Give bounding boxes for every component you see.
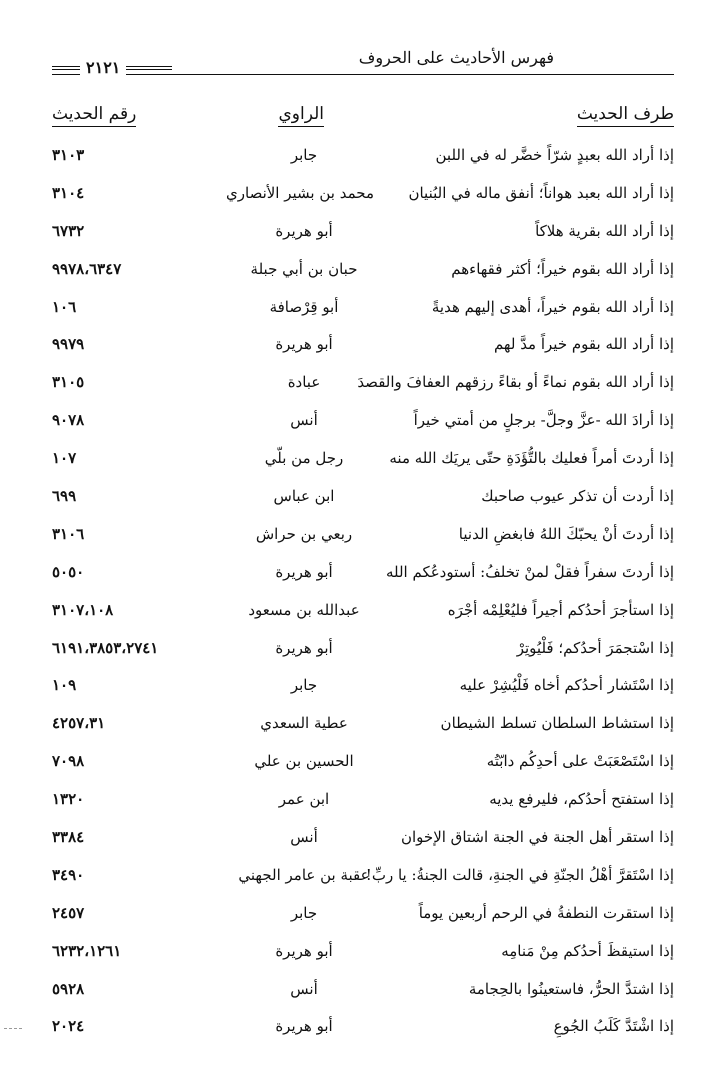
narrator-name: أبو هريرة	[275, 562, 333, 581]
hadith-text: إذا أراد الله بقوم خيراً مدَّ لهم	[493, 335, 674, 354]
hadith-text: إذا استيقظَ أحدُكم مِنْ مَنامِه	[501, 941, 674, 960]
hadith-text: إذا أراد الله بعبدٍ شرّاً خضَّر له في اللبن	[435, 146, 674, 164]
narrator-name: ربعي بن حراش	[255, 524, 353, 543]
hadith-text: إذا أراد الله بقوم خيراً؛ أكثر فقهاءهم	[451, 259, 674, 278]
narrator-name: ابن عباس	[273, 487, 335, 506]
hadith-number: ٦٩٩	[52, 487, 77, 506]
narrator-name: محمد بن بشير الأنصاري	[226, 183, 374, 202]
table-row	[52, 860, 674, 898]
table-row	[52, 974, 674, 1012]
hadith-text: إذا اشتدَّ الحرُّ، فاستعينُوا بالحِجامة	[468, 979, 674, 998]
index-table	[52, 140, 674, 1049]
table-row	[52, 481, 674, 519]
table-row	[52, 595, 674, 633]
hadith-number: ٥٠٥٠	[52, 562, 85, 581]
narrator-name: ابن عمر	[278, 790, 330, 809]
hadith-number: ٢٠٢٤	[52, 1017, 85, 1036]
hadith-number: ٢٤٥٧	[52, 903, 85, 922]
hadith-text: إذا استشاط السلطان تسلط الشيطان	[440, 714, 674, 733]
hadith-text: إذا اشْتَدَّ كَلَبُ الجُوعِ	[553, 1017, 674, 1036]
header-rule	[52, 74, 674, 75]
narrator-name: حبان بن أبي جبلة	[250, 259, 358, 278]
column-header-narrator: الراوي	[278, 104, 324, 127]
narrator-name: أبو هريرة	[275, 335, 333, 354]
narrator-name: أبو قِرْصافة	[269, 297, 339, 316]
narrator-name: جابر	[290, 146, 318, 164]
hadith-number: ٩٩٧٩	[52, 335, 85, 354]
hadith-number: ٤٢٥٧،٣١	[52, 714, 106, 733]
hadith-number: ١٠٦	[52, 297, 77, 316]
hadith-number: ٩٩٧٨،٦٣٤٧	[52, 259, 122, 278]
page-number: ٢١٢١	[80, 58, 126, 77]
hadith-text: إذا أردتَ أمراً فعليك بالتُّؤَدَةِ حتّى يريَك الله منه	[389, 449, 674, 468]
table-row	[52, 178, 674, 216]
narrator-name: رجل من بلّي	[264, 449, 344, 468]
hadith-number: ٣١٠٧،١٠٨	[52, 600, 114, 619]
table-row	[52, 557, 674, 595]
hadith-text: إذا استقرت النطفةُ في الرحم أربعين يوماً	[418, 903, 674, 922]
table-row	[52, 898, 674, 936]
hadith-number: ٣٣٨٤	[52, 828, 85, 847]
column-header-hadith: طرف الحديث	[577, 104, 674, 127]
narrator-name: أبو هريرة	[275, 638, 333, 657]
hadith-text: إذا أراد الله بعبد هواناً؛ أنفق ماله في البُنيان	[408, 183, 674, 202]
table-row	[52, 670, 674, 708]
table-row	[52, 443, 674, 481]
table-row	[52, 708, 674, 746]
hadith-text: إذا أراد الله بقوم نماءً أو بقاءً رزقهم العفافَ والقصدَ	[357, 373, 674, 392]
table-row	[52, 254, 674, 292]
narrator-name: أنس	[290, 979, 318, 998]
narrator-name: جابر	[290, 903, 318, 922]
hadith-number: ٣١٠٦	[52, 524, 85, 543]
hadith-text: إذا أراد الله بقرية هلاكاً	[535, 221, 674, 240]
narrator-name: أنس	[290, 411, 318, 430]
table-row	[52, 367, 674, 405]
table-row	[52, 329, 674, 367]
narrator-name: الحسين بن علي	[254, 752, 354, 771]
table-row	[52, 405, 674, 443]
running-title: فهرس الأحاديث على الحروف	[358, 48, 554, 67]
table-row	[52, 936, 674, 974]
hadith-text: إذا اسْتَصْعَبَتْ على أحدِكُم دابّتُه	[486, 752, 674, 771]
hadith-number: ٧٠٩٨	[52, 752, 85, 771]
narrator-name: أبو هريرة	[275, 221, 333, 240]
table-row	[52, 633, 674, 671]
table-row	[52, 292, 674, 330]
hadith-number: ١٠٧	[52, 449, 77, 468]
narrator-name: عطية السعدي	[260, 714, 348, 733]
table-row	[52, 784, 674, 822]
narrator-name: عبادة	[287, 373, 321, 392]
hadith-text: إذا استقر أهل الجنة في الجنة اشتاق الإخوان	[400, 828, 674, 847]
hadith-number: ١٣٢٠	[52, 790, 85, 809]
hadith-number: ٩٠٧٨	[52, 411, 85, 430]
hadith-text: إذا اسْتجمَرَ أحدُكم؛ فَلْيُوتِرْ	[516, 638, 674, 657]
hadith-number: ٦٧٣٢	[52, 221, 85, 240]
hadith-text: إذا أراد الله بقوم خيراً، أهدى إليهم هديةً	[431, 297, 674, 316]
narrator-name: أبو هريرة	[275, 941, 333, 960]
hadith-number: ٣١٠٥	[52, 373, 85, 392]
edge-mark	[4, 1028, 22, 1029]
hadith-number: ٦١٩١،٣٨٥٣،٢٧٤١	[52, 638, 159, 657]
hadith-text: إذا أردتَ سفراً فقلْ لمنْ تخلفُ: أستودعُكم الله	[385, 562, 674, 581]
hadith-number: ٣٤٩٠	[52, 865, 85, 884]
hadith-number: ٦٢٣٢،١٢٦١	[52, 941, 122, 960]
table-row	[52, 140, 674, 178]
hadith-text: إذا استأجرَ أحدُكم أجيراً فليُعْلِمْه أجْرَه	[447, 600, 674, 619]
narrator-name: أبو هريرة	[275, 1017, 333, 1036]
hadith-number: ٣١٠٤	[52, 183, 85, 202]
hadith-text: إذا أردت أن تذكر عيوب صاحبك	[481, 487, 674, 506]
page-header	[52, 44, 674, 80]
table-row	[52, 1011, 674, 1049]
hadith-number: ٣١٠٣	[52, 146, 85, 164]
hadith-text: إذا أردتَ أنْ يحبّكَ اللهُ فابغضِ الدنيا	[458, 524, 674, 543]
narrator-name: أنس	[290, 828, 318, 847]
table-row	[52, 822, 674, 860]
column-header-number: رقم الحديث	[52, 104, 136, 127]
narrator-name: جابر	[290, 676, 318, 695]
hadith-text: إذا أرادَ الله -عزَّ وجلَّ- برجلٍ من أمتي خيراً	[413, 411, 674, 430]
table-row	[52, 216, 674, 254]
hadith-text: إذا استفتح أحدُكم، فليرفع يديه	[489, 790, 674, 809]
narrator-name: عقبة بن عامر الجهني	[238, 865, 370, 884]
table-row	[52, 519, 674, 557]
column-headers	[52, 104, 674, 134]
table-row	[52, 746, 674, 784]
hadith-number: ١٠٩	[52, 676, 77, 695]
hadith-number: ٥٩٢٨	[52, 979, 85, 998]
hadith-text: إذا اسْتَشار أحدُكم أخاه فَلْيُشِرْ عليه	[459, 676, 674, 695]
narrator-name: عبدالله بن مسعود	[248, 600, 360, 619]
hadith-text: إذا اسْتَقرَّ أهْلُ الجنّةِ في الجنةِ، قالت الجنةُ: يا ربِّ!	[365, 865, 674, 884]
